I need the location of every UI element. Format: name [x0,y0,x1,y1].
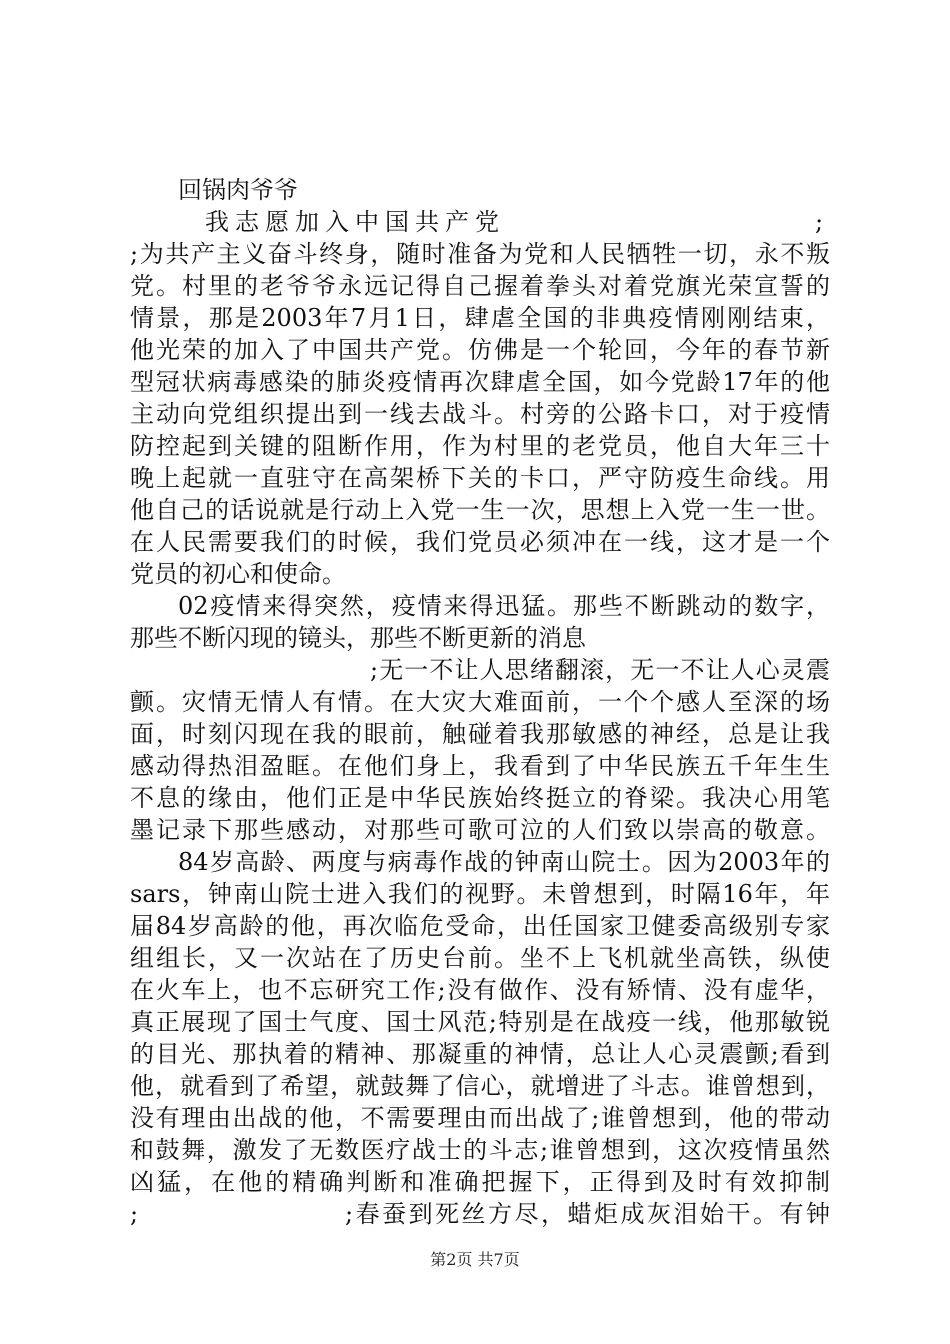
text-line: 晚上起就一直驻守在高架桥下关的卡口，严守防疫生命线。用 [130,464,830,492]
text-line: 防控起到关键的阻断作用，作为村里的老党员，他自大年三十 [130,432,830,460]
text-line: 届84岁高龄的他，再次临危受命，出任国家卫健委高级别专家 [130,912,830,940]
text-line: 颤。灾情无情人有情。在大灾大难面前，一个个感人至深的场 [130,688,830,716]
text-line: 他，就看到了希望，就鼓舞了信心，就增进了斗志。谁曾想到， [130,1072,830,1100]
page-footer: 第2页 共7页 [430,1250,520,1269]
text-line: 在火车上，也不忘研究工作;没有做作、没有矫情、没有虚华， [130,976,830,1004]
text-line: 党。村里的老爷爷永远记得自己握着拳头对着党旗光荣宣誓的 [130,272,830,300]
text-line: 在人民需要我们的时候，我们党员必须冲在一线，这才是一个 [130,528,830,556]
text-line: 党员的初心和使命。 [130,560,346,588]
text-line: 情景，那是2003年7月1日，肆虐全国的非典疫情刚刚结束， [130,304,830,332]
text-line: 和鼓舞，激发了无数医疗战士的斗志;谁曾想到，这次疫情虽然 [130,1136,830,1164]
text-line: 不息的缘由，他们正是中华民族始终挺立的脊梁。我决心用笔 [130,784,830,812]
text-line: 感动得热泪盈眶。在他们身上，我看到了中华民族五千年生生 [130,752,830,780]
document-title: 回锅肉爷爷 [178,176,298,204]
text-line: ; [130,1200,139,1228]
text-line: 组组长，又一次站在了历史台前。坐不上飞机就坐高铁，纵使 [130,944,830,972]
text-line: 真正展现了国士气度、国士风范;特别是在战疫一线，他那敏锐 [130,1008,830,1036]
text-line: 凶猛，在他的精确判断和准确把握下，正得到及时有效抑制 [130,1168,830,1196]
text-line: 主动向党组织提出到一线去战斗。村旁的公路卡口，对于疫情 [130,400,830,428]
text-line: ;为共产主义奋斗终身，随时准备为党和人民牺牲一切，永不叛 [130,240,830,268]
text-line: ; [815,208,824,236]
text-line: 02疫情来得突然，疫情来得迅猛。那些不断跳动的数字， [178,592,830,620]
text-line: 面，时刻闪现在我的眼前，触碰着我那敏感的神经，总是让我 [130,720,830,748]
text-line: 他光荣的加入了中国共产党。仿佛是一个轮回，今年的春节新 [130,336,830,364]
text-line: 型冠状病毒感染的肺炎疫情再次肆虐全国，如今党龄17年的他 [130,368,830,396]
text-line: 墨记录下那些感动，对那些可歌可泣的人们致以崇高的敬意。 [130,816,830,844]
text-line: ;春蚕到死丝方尽，蜡炬成灰泪始干。有钟 [345,1200,830,1228]
text-line: 他自己的话说就是行动上入党一生一次，思想上入党一生一世。 [130,496,830,524]
text-line: 的目光、那执着的精神、那凝重的神情，总让人心灵震颤;看到 [130,1040,830,1068]
text-line: ;无一不让人思绪翻滚，无一不让人心灵震 [370,656,830,684]
text-line: 那些不断闪现的镜头，那些不断更新的消息 [130,624,586,652]
text-line: 我志愿加入中国共产党 [205,208,505,236]
text-line: 没有理由出战的他，不需要理由而出战了;谁曾想到，他的带动 [130,1104,830,1132]
text-line: sars，钟南山院士进入我们的视野。未曾想到，时隔16年，年 [130,880,830,908]
text-line: 84岁高龄、两度与病毒作战的钟南山院士。因为2003年的 [178,848,830,876]
